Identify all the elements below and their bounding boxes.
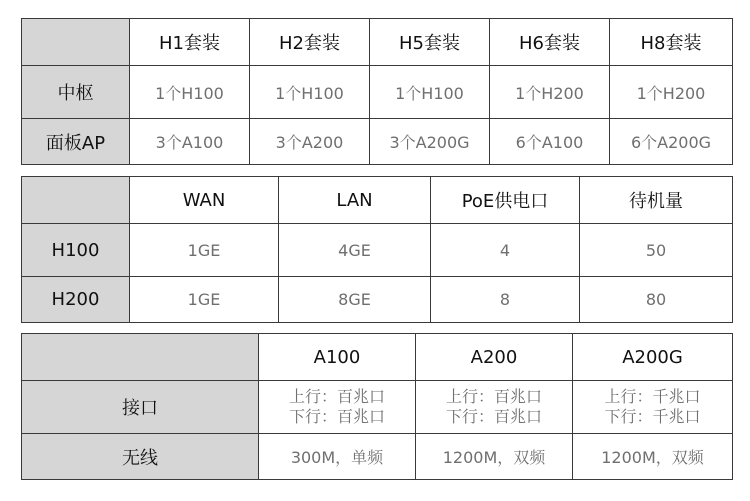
hub-header-poe: PoE供电口 <box>431 177 580 224</box>
kits-cell: 1个H200 <box>490 66 610 119</box>
hub-cell: 4 <box>431 224 580 277</box>
ap-cell <box>259 381 416 434</box>
ap-cell: 300M，单频 <box>259 434 416 480</box>
ap-cell: 1200M，双频 <box>573 434 733 480</box>
hub-header-wan: WAN <box>130 177 279 224</box>
ap-cell <box>573 381 733 434</box>
hub-corner-cell <box>22 177 130 224</box>
kits-cell: 6个A100 <box>490 119 610 165</box>
ap-cell <box>416 381 573 434</box>
hub-cell: 1GE <box>130 277 279 323</box>
hub-row-label: H200 <box>22 277 130 323</box>
kits-cell: 1个H100 <box>370 66 490 119</box>
kits-header-h8: H8套装 <box>610 19 733 66</box>
hub-header-row <box>22 177 733 224</box>
ap-table <box>21 333 733 480</box>
kits-row-label: 中枢 <box>22 66 130 119</box>
ap-row-wireless <box>22 434 733 480</box>
ap-row-label: 无线 <box>22 434 259 480</box>
kits-cell: 1个H200 <box>610 66 733 119</box>
hub-header-standby: 待机量 <box>580 177 733 224</box>
kits-cell: 3个A100 <box>130 119 250 165</box>
kits-corner-cell <box>22 19 130 66</box>
ap-uplink-text: 上行：千兆口 <box>604 387 701 406</box>
ap-downlink-text: 下行：千兆口 <box>604 407 701 426</box>
hub-cell: 4GE <box>279 224 431 277</box>
kits-cell: 3个A200G <box>370 119 490 165</box>
ap-corner-cell <box>22 334 259 381</box>
kits-header-h5: H5套装 <box>370 19 490 66</box>
ap-uplink-text: 上行：百兆口 <box>288 387 385 406</box>
hub-header-lan: LAN <box>279 177 431 224</box>
ap-header-row <box>22 334 733 381</box>
hub-cell: 50 <box>580 224 733 277</box>
ap-header-a100: A100 <box>259 334 416 381</box>
ap-downlink-text: 下行：百兆口 <box>445 407 542 426</box>
ap-cell: 1200M，双频 <box>416 434 573 480</box>
kits-cell: 6个A200G <box>610 119 733 165</box>
kits-row-label: 面板AP <box>22 119 130 165</box>
ap-row-interface <box>22 381 733 434</box>
kits-header-h6: H6套装 <box>490 19 610 66</box>
hub-cell: 8GE <box>279 277 431 323</box>
kits-header-h1: H1套装 <box>130 19 250 66</box>
ap-downlink-text: 下行：百兆口 <box>288 407 385 426</box>
ap-header-a200: A200 <box>416 334 573 381</box>
ap-header-a200g: A200G <box>573 334 733 381</box>
hub-row-h200 <box>22 277 733 323</box>
hub-cell: 80 <box>580 277 733 323</box>
hub-cell: 8 <box>431 277 580 323</box>
hub-cell: 1GE <box>130 224 279 277</box>
hub-row-label: H100 <box>22 224 130 277</box>
kits-table <box>21 18 733 165</box>
kits-cell: 1个H100 <box>250 66 370 119</box>
kits-row-ap <box>22 119 733 165</box>
kits-cell: 3个A200 <box>250 119 370 165</box>
ap-row-label: 接口 <box>22 381 259 434</box>
hub-row-h100 <box>22 224 733 277</box>
kits-header-h2: H2套装 <box>250 19 370 66</box>
ap-uplink-text: 上行：百兆口 <box>445 387 542 406</box>
kits-row-hub <box>22 66 733 119</box>
hub-table <box>21 176 733 323</box>
kits-header-row <box>22 19 733 66</box>
kits-cell: 1个H100 <box>130 66 250 119</box>
